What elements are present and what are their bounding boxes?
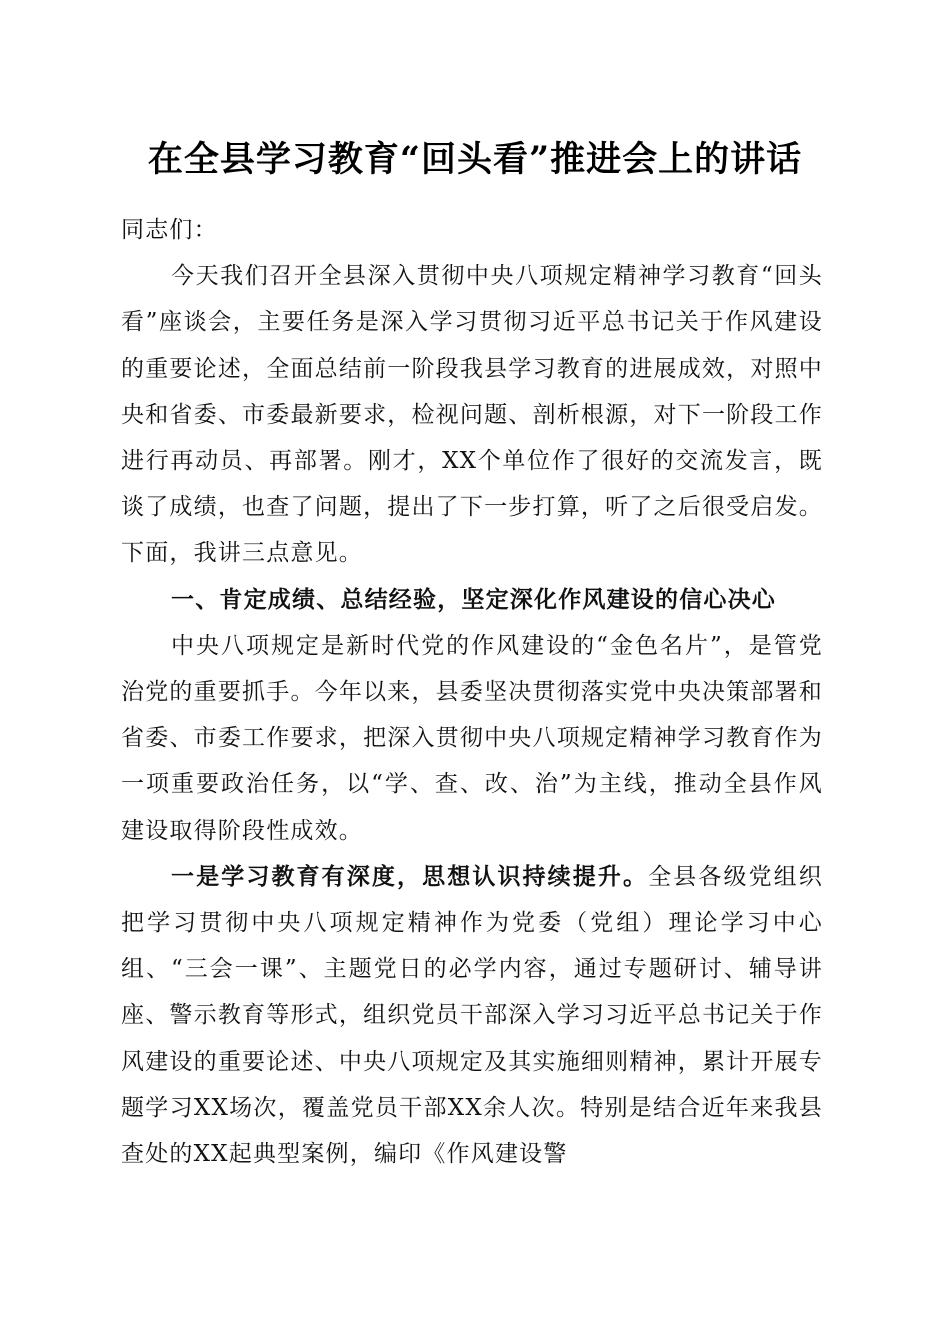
section-heading-1: 一、肯定成绩、总结经验，坚定深化作风建设的信心决心: [171, 586, 776, 613]
paragraph-point-1: [121, 854, 823, 1177]
salutation: 同志们：: [121, 217, 218, 243]
document-body: [121, 207, 823, 1177]
paragraph-intro: 今天我们召开全县深入贯彻中央八项规定精神学习教育“回头看”座谈会，主要任务是深入学习贯彻习近平总书记关于作风建设的重要论述，全面总结前一阶段我县学习教育的进展成效，对照中央和省委、市委最新要求，检视问题、剖析根源，对下一阶段工作进行再动员、再部署。刚才，XX个单位作了很好的交流发言，既谈了成绩，也查了问题，提出了下一步打算，听了之后很受启发。下面，我讲三点意见。: [121, 263, 823, 567]
point-1-lead: 一是学习教育有深度，思想认识持续提升。: [171, 862, 649, 890]
point-1-text: 全县各级党组织把学习贯彻中央八项规定精神作为党委（党组）理论学习中心组、“三会一课”、主题党日的必学内容，通过专题研讨、辅导讲座、警示教育等形式，组织党员干部深入学习习近平总书记关于作风建设的重要论述、中央八项规定及其实施细则精神，累计开展专题学习XX场次，覆盖党员干部XX余人次。特别是结合近年来我县查处的XX起典型案例，编印《作风建设警: [121, 863, 823, 1168]
paragraph-section-1: 中央八项规定是新时代党的作风建设的“金色名片”，是管党治党的重要抓手。今年以来，县委坚决贯彻落实党中央决策部署和省委、市委工作要求，把深入贯彻中央八项规定精神学习教育作为一项重要政治任务，以“学、查、改、治”为主线，推动全县作风建设取得阶段性成效。: [121, 632, 823, 844]
document-title: 在全县学习教育“回头看”推进会上的讲话: [147, 139, 803, 180]
